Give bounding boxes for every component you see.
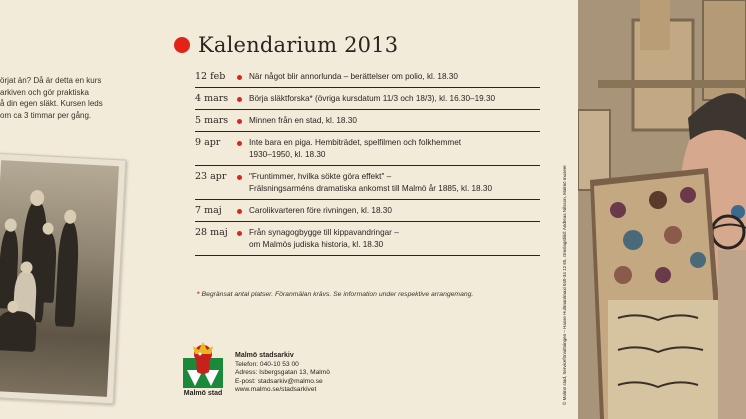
event-list bbox=[195, 66, 540, 256]
intro-line: om ca 3 timmar per gång. bbox=[0, 110, 92, 120]
event-date: 7 maj bbox=[195, 205, 222, 216]
event-item bbox=[195, 88, 540, 110]
event-item bbox=[195, 166, 540, 200]
event-date: 28 maj bbox=[195, 227, 228, 238]
event-text: Från synagogbygge till kippavandringar – bbox=[249, 228, 399, 237]
event-date: 4 mars bbox=[195, 93, 229, 104]
event-date: 12 feb bbox=[195, 71, 226, 82]
asterisk-icon: * bbox=[197, 291, 200, 298]
event-item bbox=[195, 110, 540, 132]
event-item bbox=[195, 66, 540, 88]
logo-label: Malmö stad bbox=[183, 390, 223, 397]
bullet-icon bbox=[237, 231, 242, 236]
contact-phone: Telefon: 040-10 53 00 bbox=[235, 360, 299, 368]
event-date: 9 apr bbox=[195, 137, 221, 148]
intro-text bbox=[0, 75, 130, 121]
photo-illustration bbox=[578, 0, 746, 419]
event-text: Minnen från en stad, kl. 18.30 bbox=[249, 116, 357, 125]
event-date: 23 apr bbox=[195, 171, 227, 182]
footnote bbox=[197, 291, 473, 298]
event-text: 1930–1950, kl. 18.30 bbox=[249, 150, 326, 159]
event-text: Inte bara en piga. Hembiträdet, spelfilmen och folkhemmet bbox=[249, 138, 462, 147]
bullet-icon bbox=[237, 119, 242, 124]
event-item bbox=[195, 200, 540, 222]
bullet-icon bbox=[237, 175, 242, 180]
event-item bbox=[195, 222, 540, 256]
bullet-icon bbox=[237, 97, 242, 102]
intro-line: arkiven och gör praktiska bbox=[0, 87, 89, 97]
org-name: Malmö stadsarkiv bbox=[235, 352, 294, 359]
event-text: Börja släktforska* (övriga kursdatum 11/3 och 18/3), kl. 16.30–19.30 bbox=[249, 94, 496, 103]
event-date: 5 mars bbox=[195, 115, 229, 126]
contact-web[interactable]: www.malmo.se/stadsarkivet bbox=[235, 386, 317, 394]
footnote-text: Begränsat antal platser. Föranmälan krävs. Se information under respektive arrangemang. bbox=[199, 291, 474, 298]
griffin-icon bbox=[179, 340, 227, 390]
calendar-title bbox=[174, 33, 398, 57]
man-with-book-photo bbox=[578, 0, 746, 419]
event-text: "Fruntimmer, hvilka sökte göra effekt" – bbox=[249, 172, 392, 181]
event-item bbox=[195, 132, 540, 166]
photo-credit bbox=[562, 145, 570, 405]
page-title: Kalendarium 2013 bbox=[198, 33, 399, 57]
bullet-icon bbox=[237, 141, 242, 146]
event-text: Frälsningsarméns dramatiska ankomst till Malmö år 1885, kl. 18.30 bbox=[249, 184, 492, 193]
intro-line: å din egen släkt. Kursen leds bbox=[0, 99, 103, 108]
contact-address: Adress: Isbergsgatan 13, Malmö bbox=[235, 369, 330, 377]
bullet-icon bbox=[237, 75, 242, 80]
event-text: När något blir annorlunda – berättelser om polio, kl. 18.30 bbox=[249, 72, 458, 81]
credit-text: © Malmö stad, Serviceförvaltningen – Hasse Hultman/maxi 040-34 12 65, Omslagsbild: Andreas Nilsson, Malmö museer bbox=[562, 165, 567, 405]
bullet-icon bbox=[237, 209, 242, 214]
event-text: Carolikvarteren före rivningen, kl. 18.30 bbox=[249, 206, 392, 215]
event-text: om Malmös judiska historia, kl. 18.30 bbox=[249, 240, 384, 249]
intro-line: örjat än? Då är detta en kurs bbox=[0, 76, 102, 85]
red-dot-icon bbox=[174, 37, 190, 53]
contact-info bbox=[235, 352, 330, 395]
family-photo bbox=[0, 153, 126, 405]
contact-email[interactable]: E-post: stadsarkiv@malmo.se bbox=[235, 377, 323, 385]
malmo-stad-logo bbox=[179, 340, 227, 400]
